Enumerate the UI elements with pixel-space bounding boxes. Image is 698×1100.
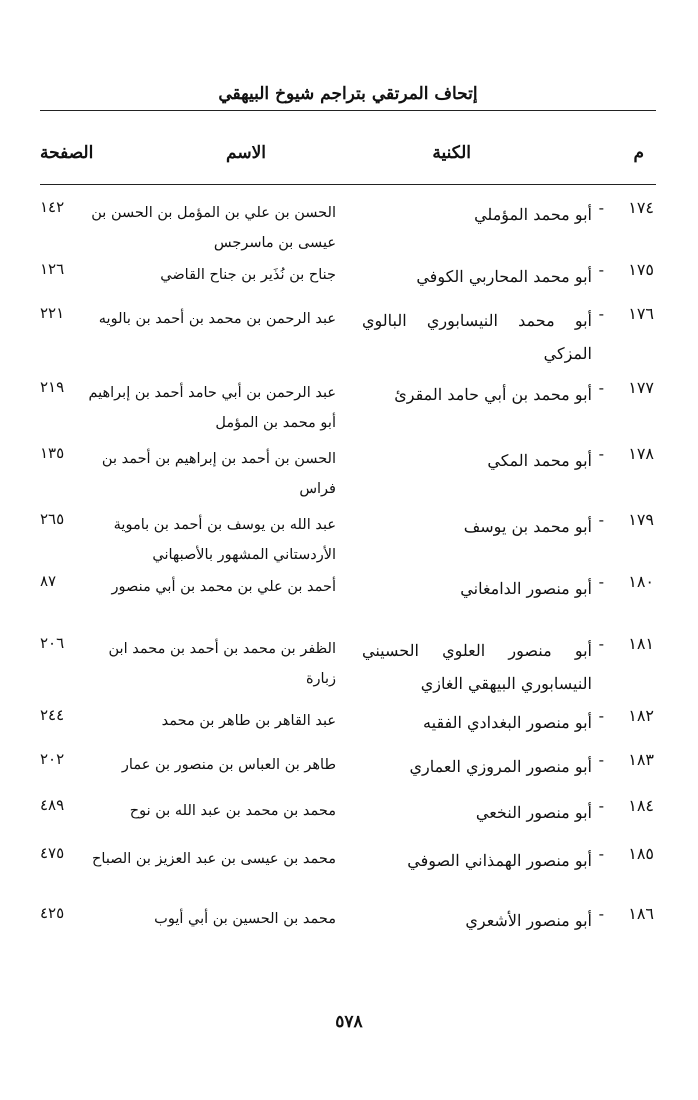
column-header-page: الصفحة	[40, 143, 94, 163]
entry-page: ٨٧	[40, 572, 57, 590]
entry-name: الحسن بن أحمد بن إبراهيم بن أحمد بن فراس	[101, 451, 336, 497]
entry-kunya: أبو محمد النيسابوري البالوي المزكي	[362, 311, 592, 363]
entries-table	[40, 194, 656, 950]
entry-dash: -	[598, 304, 604, 323]
entry-number: ١٧٨	[628, 444, 654, 463]
entry-dash: -	[598, 444, 604, 463]
entry-dash: -	[598, 198, 604, 217]
entry-dash: -	[598, 904, 604, 923]
entry-kunya: أبو محمد المكي	[487, 451, 592, 470]
entry-number: ١٧٦	[628, 304, 654, 323]
entry-name: جناح بن نُذَير بن جناح القاضي	[160, 267, 336, 283]
entry-name: عبد الرحمن بن أبي حامد أحمد بن إبراهيم أبو محمد بن المؤمل	[88, 385, 336, 431]
entry-page: ٢١٩	[40, 378, 65, 396]
entry-kunya: أبو منصور البغدادي الفقيه	[423, 713, 592, 732]
table-row	[40, 440, 656, 506]
table-row	[40, 840, 656, 900]
entry-page: ٤٢٥	[40, 904, 65, 922]
entry-name: عبد الرحمن بن محمد بن أحمد بن بالويه	[98, 311, 336, 327]
entry-dash: -	[598, 510, 604, 529]
table-row	[40, 702, 656, 746]
entry-name: عبد الله بن يوسف بن أحمد بن باموية الأردستاني المشهور بالأصبهاني	[113, 517, 336, 563]
entry-number: ١٨٣	[628, 750, 654, 769]
entry-number: ١٨٥	[628, 844, 654, 863]
entry-name: محمد بن عيسى بن عبد العزيز بن الصباح	[92, 851, 336, 867]
entry-page: ٢٠٢	[40, 750, 65, 768]
entry-kunya: أبو محمد المؤملي	[474, 205, 592, 224]
entry-kunya: أبو منصور الدامغاني	[460, 579, 592, 598]
entry-name: محمد بن الحسين بن أبي أيوب	[154, 911, 336, 927]
entry-dash: -	[598, 796, 604, 815]
table-row	[40, 506, 656, 568]
table-row	[40, 568, 656, 630]
entry-kunya: أبو منصور العلوي الحسيني النيسابوري البيهقي الغازي	[362, 641, 592, 693]
entry-kunya: أبو محمد المحاربي الكوفي	[416, 267, 592, 286]
entry-dash: -	[598, 706, 604, 725]
entry-dash: -	[598, 572, 604, 591]
entry-name: أحمد بن علي بن محمد بن أبي منصور	[111, 579, 336, 595]
entry-page: ٤٨٩	[40, 796, 65, 814]
entry-number: ١٨٠	[628, 572, 654, 591]
entry-dash: -	[598, 844, 604, 863]
entry-dash: -	[598, 378, 604, 397]
entry-page: ٤٧٥	[40, 844, 65, 862]
column-header-kunya: الكنية	[432, 143, 471, 163]
entry-page: ٢٠٦	[40, 634, 65, 652]
entry-page: ٢٢١	[40, 304, 65, 322]
table-row	[40, 256, 656, 300]
entry-kunya: أبو محمد بن أبي حامد المقرئ	[394, 385, 592, 404]
entry-kunya: أبو منصور الهمذاني الصوفي	[407, 851, 592, 870]
column-header-number: م	[633, 143, 644, 163]
entry-page: ١٢٦	[40, 260, 65, 278]
entry-name: طاهر بن العباس بن منصور بن عمار	[121, 757, 336, 773]
column-headers	[40, 143, 656, 179]
entry-page: ١٣٥	[40, 444, 65, 462]
entry-number: ١٨٤	[628, 796, 654, 815]
entry-name: عبد القاهر بن طاهر بن محمد	[161, 713, 336, 729]
title-rule	[40, 110, 656, 111]
entry-number: ١٧٧	[628, 378, 654, 397]
table-row	[40, 630, 656, 702]
entry-kunya: أبو منصور المروزي العماري	[409, 757, 592, 776]
page-number: ٥٧٨	[335, 1012, 363, 1032]
table-row	[40, 900, 656, 950]
column-header-name: الاسم	[226, 143, 266, 163]
entry-number: ١٧٤	[628, 198, 654, 217]
header-rule	[40, 184, 656, 185]
entry-number: ١٨١	[628, 634, 654, 653]
table-row	[40, 300, 656, 374]
entry-name: الحسن بن علي بن المؤمل بن الحسن بن عيسى بن ماسرجس	[91, 205, 336, 251]
table-row	[40, 374, 656, 440]
entry-dash: -	[598, 634, 604, 653]
table-row	[40, 746, 656, 792]
entry-number: ١٧٥	[628, 260, 654, 279]
entry-page: ٢٤٤	[40, 706, 65, 724]
entry-name: الظفر بن محمد بن أحمد بن محمد ابن زبارة	[108, 641, 336, 687]
table-row	[40, 792, 656, 840]
entry-number: ١٨٦	[628, 904, 654, 923]
entry-dash: -	[598, 260, 604, 279]
entry-number: ١٧٩	[628, 510, 654, 529]
entry-kunya: أبو محمد بن يوسف	[463, 517, 592, 536]
running-title: إتحاف المرتقي بتراجم شيوخ البيهقي	[218, 84, 478, 104]
entry-page: ١٤٢	[40, 198, 65, 216]
entry-dash: -	[598, 750, 604, 769]
entry-page: ٢٦٥	[40, 510, 65, 528]
entry-kunya: أبو منصور النخعي	[475, 803, 592, 822]
entry-kunya: أبو منصور الأشعري	[465, 911, 592, 930]
table-row	[40, 194, 656, 256]
entry-name: محمد بن محمد بن عبد الله بن نوح	[129, 803, 336, 819]
entry-number: ١٨٢	[628, 706, 654, 725]
